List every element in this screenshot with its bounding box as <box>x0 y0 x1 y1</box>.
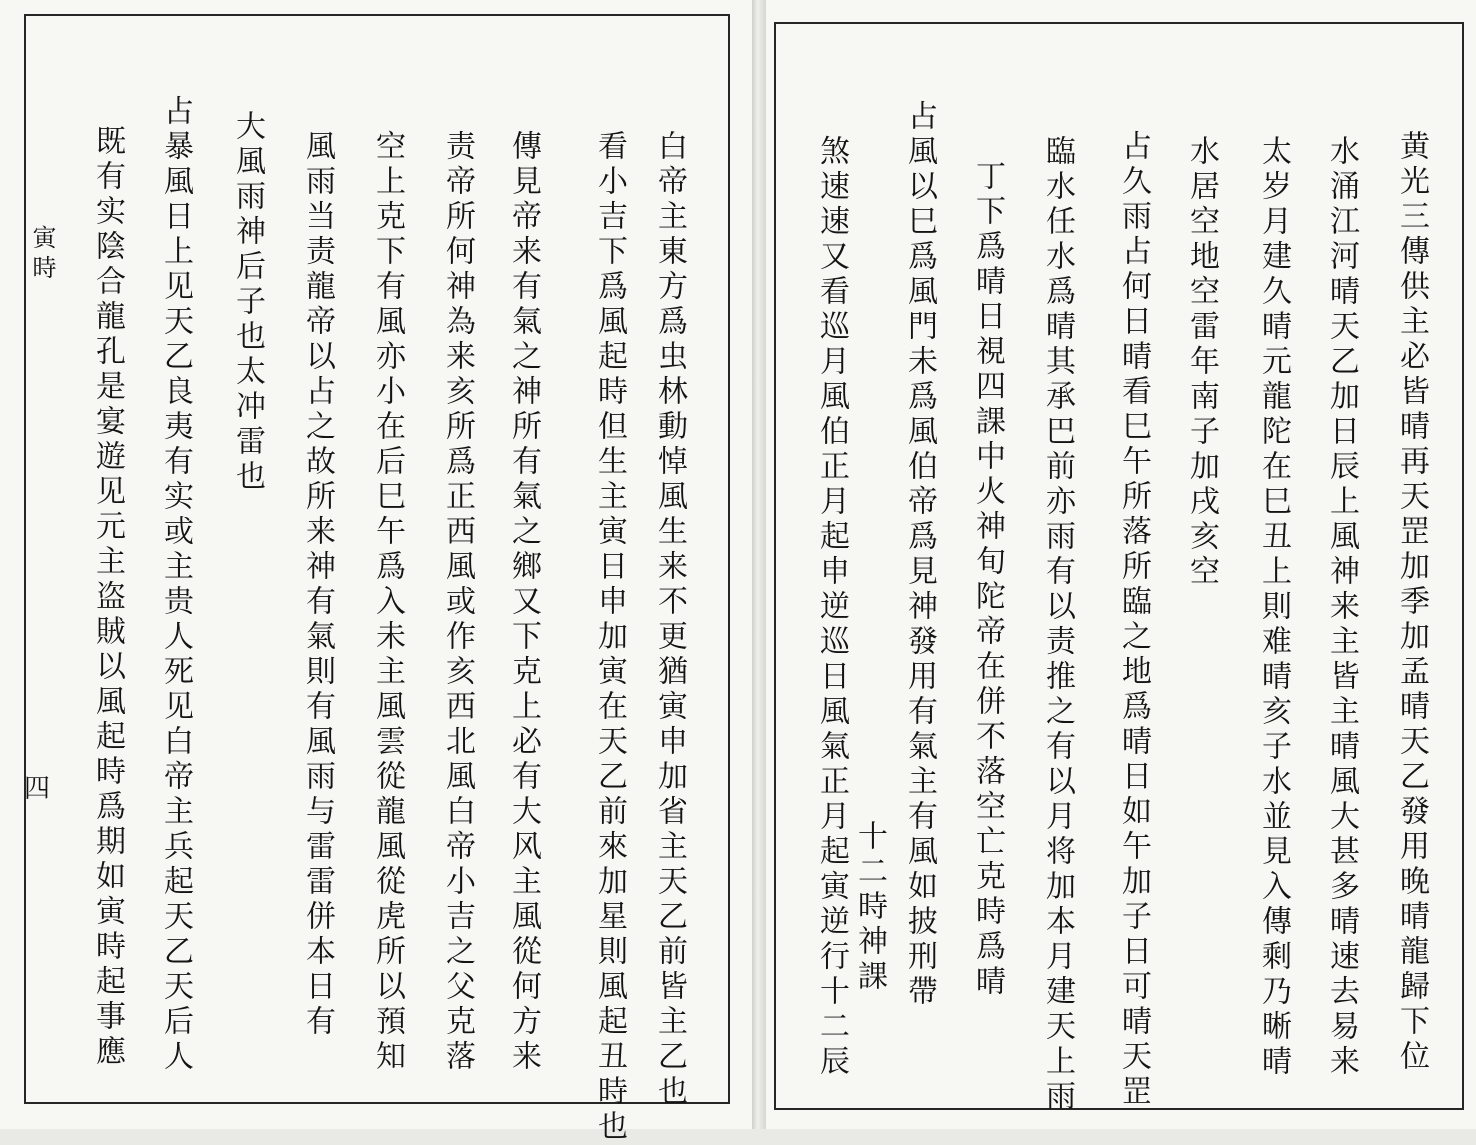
right-col-1: 黄光三傳供主必皆晴再天罡加季加孟晴天乙發用晚晴龍歸下位 <box>1394 130 1429 1075</box>
right-col-2: 水涌江河晴天乙加日辰上風神来主皆主晴風大甚多晴速去易来 <box>1324 135 1359 1080</box>
left-col-5: 空上克下有風亦小在后巳午爲入未主風雲從龍風從虎所以預知 <box>370 130 405 1075</box>
left-col-9: 既有实陰合龍孔是宴遊见元主盗賊以風起時爲期如寅時起事應 <box>90 125 125 1070</box>
right-col-8: 占風以巳爲風門未爲風伯帝爲見神發用有氣主有風如披刑帶 <box>902 100 937 1010</box>
page-number: 四 <box>24 774 51 804</box>
right-col-10: 十二時神課 <box>852 820 887 995</box>
left-col-4: 责帝所何神為来亥所爲正西風或作亥西北風白帝小吉之父克落 <box>440 130 475 1075</box>
left-col-1: 白帝主東方爲虫林動悼風生来不更猶寅申加省主天乙前皆主乙也 <box>652 130 687 1110</box>
left-col-10: 寅時 <box>28 225 56 285</box>
right-col-5: 占久雨占何日晴看巳午所落所臨之地爲晴日如午加子日可晴天罡 <box>1116 130 1151 1110</box>
left-col-8: 占暴風日上见天乙良夷有实或主贵人死见白帝主兵起天乙天后人 <box>158 95 193 1075</box>
right-col-9: 煞速速又看巡月風伯正月起申逆巡日風氣正月起寅逆行十二辰 <box>814 135 849 1080</box>
right-col-3: 太岁月建久晴元龍陀在巳丑上則难晴亥子水並見入傳剩乃晰晴 <box>1256 135 1291 1080</box>
left-col-7: 大風雨神后子也太冲雷也 <box>230 110 265 495</box>
left-col-2: 看小吉下爲風起時但生主寅日申加寅在天乙前來加星則風起丑時也 <box>592 130 627 1145</box>
right-col-6: 臨水任水爲晴其承巴前亦雨有以责推之有以月将加本月建天上雨 <box>1040 135 1075 1115</box>
left-col-3: 傳見帝来有氣之神所有氣之鄉又下克上必有大风主風從何方来 <box>506 130 541 1075</box>
right-col-7: 丁下爲晴日視四課中火神旬陀帝在併不落空亡克時爲晴 <box>970 160 1005 1000</box>
book-gutter <box>752 0 766 1129</box>
left-col-6: 風雨当责龍帝以占之故所来神有氣則有風雨与雷雷併本日有 <box>300 130 335 1040</box>
right-col-4: 水居空地空雷年南子加戌亥空 <box>1184 135 1219 590</box>
right-page <box>766 0 1476 1129</box>
